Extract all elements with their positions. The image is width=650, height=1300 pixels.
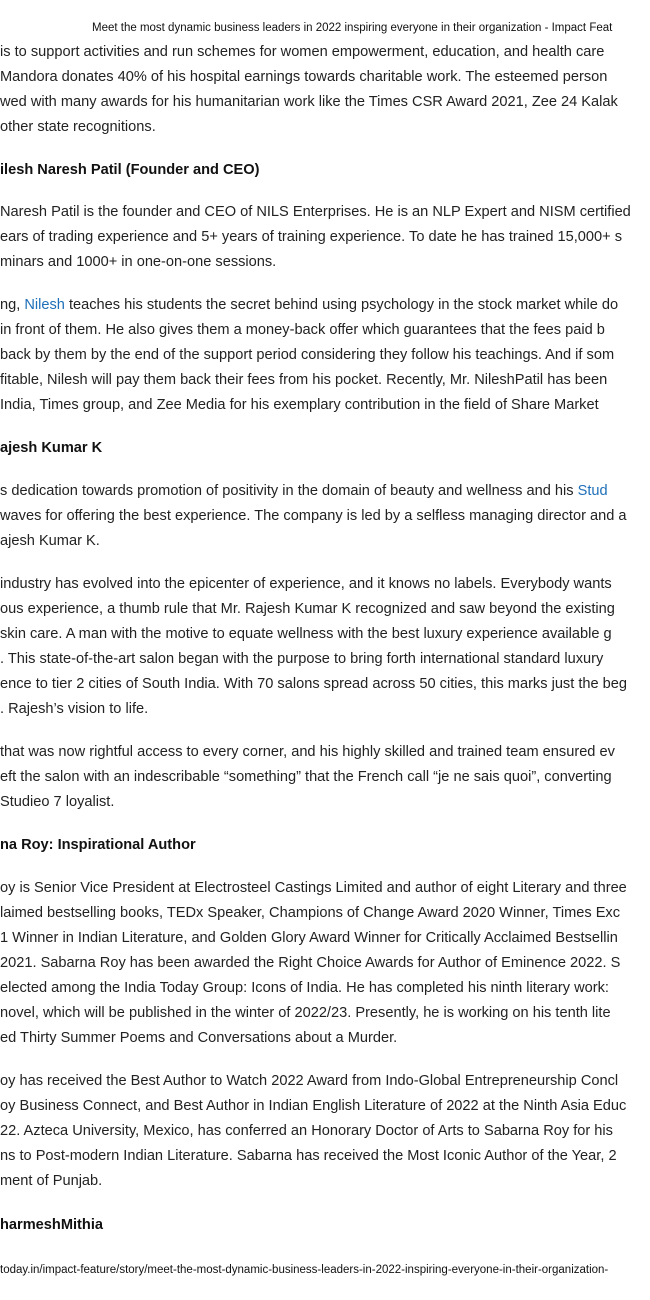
article-line: elected among the India Today Group: Icons of India. He has completed his ninth literary work:	[0, 980, 609, 996]
section-heading-nilesh: ilesh Naresh Patil (Founder and CEO)	[0, 162, 260, 178]
article-line: ns to Post-modern Indian Literature. Sabarna has received the Most Iconic Author of the Year, 2	[0, 1148, 617, 1164]
article-line: wed with many awards for his humanitarian work like the Times CSR Award 2021, Zee 24 Kalak	[0, 94, 618, 110]
article-line: eft the salon with an indescribable “something” that the French call “je ne sais quoi”, converting	[0, 769, 612, 785]
article-line: oy is Senior Vice President at Electrosteel Castings Limited and author of eight Literary and three	[0, 880, 627, 896]
nilesh-link[interactable]: Nilesh	[24, 297, 65, 313]
article-line: industry has evolved into the epicenter of experience, and it knows no labels. Everybody wants	[0, 576, 612, 592]
article-line	[0, 295, 618, 315]
article-text: ng,	[0, 297, 25, 313]
article-line: fitable, Nilesh will pay them back their fees from his pocket. Recently, Mr. NileshPatil has been	[0, 372, 608, 388]
article-line: waves for offering the best experience. The company is led by a selfless managing director and a	[0, 508, 627, 524]
article-line: India, Times group, and Zee Media for his exemplary contribution in the field of Share Market	[0, 397, 599, 413]
page-header-title: Meet the most dynamic business leaders in 2022 inspiring everyone in their organization - Impact Feat	[92, 22, 613, 34]
article-line: Mandora donates 40% of his hospital earnings towards charitable work. The esteemed person	[0, 69, 608, 85]
article-line: in front of them. He also gives them a money-back offer which guarantees that the fees paid b	[0, 322, 605, 338]
section-heading-rajesh: ajesh Kumar K	[0, 440, 103, 456]
article-line: laimed bestselling books, TEDx Speaker, Champions of Change Award 2020 Winner, Times Exc	[0, 905, 621, 921]
article-line: other state recognitions.	[0, 119, 156, 135]
article-line: 1 Winner in Indian Literature, and Golden Glory Award Winner for Critically Acclaimed Bestsellin	[0, 930, 618, 946]
article-line: skin care. A man with the motive to equate wellness with the best luxury experience available g	[0, 626, 612, 642]
article-line: ence to tier 2 cities of South India. With 70 salons spread across 50 cities, this marks just the beg	[0, 676, 628, 692]
article-line: 2021. Sabarna Roy has been awarded the Right Choice Awards for Author of Eminence 2022. S	[0, 955, 621, 971]
article-line	[0, 481, 608, 501]
article-body	[0, 38, 650, 1248]
studieo-link[interactable]: Stud	[577, 483, 608, 499]
article-line: . This state-of-the-art salon began with the purpose to bring forth international standard luxury	[0, 651, 604, 667]
article-text: s dedication towards promotion of positivity in the domain of beauty and wellness and his	[0, 483, 578, 499]
article-line: is to support activities and run schemes for women empowerment, education, and health care	[0, 44, 605, 60]
article-line: ears of trading experience and 5+ years of training experience. To date he has trained 15,000+ s	[0, 229, 623, 245]
article-line: ed Thirty Summer Poems and Conversations about a Murder.	[0, 1030, 398, 1046]
article-line: novel, which will be published in the winter of 2022/23. Presently, he is working on his tenth lite	[0, 1005, 611, 1021]
article-line: back by them by the end of the support period considering they follow his teachings. And if som	[0, 347, 615, 363]
section-heading-dharmesh: harmeshMithia	[0, 1217, 103, 1233]
page-footer-url: today.in/impact-feature/story/meet-the-most-dynamic-business-leaders-in-2022-inspiring-everyone-in-their-organization-	[0, 1264, 609, 1276]
article-line: . Rajesh’s vision to life.	[0, 701, 149, 717]
article-line: Naresh Patil is the founder and CEO of NILS Enterprises. He is an NLP Expert and NISM certified	[0, 204, 631, 220]
article-line: Studieo 7 loyalist.	[0, 794, 115, 810]
article-line: minars and 1000+ in one-on-one sessions.	[0, 254, 277, 270]
article-line: that was now rightful access to every corner, and his highly skilled and trained team ensured ev	[0, 744, 615, 760]
section-heading-sabarna: na Roy: Inspirational Author	[0, 837, 196, 853]
article-line: oy Business Connect, and Best Author in Indian English Literature of 2022 at the Ninth Asia Educ	[0, 1098, 627, 1114]
article-line: ment of Punjab.	[0, 1173, 103, 1189]
article-line: oy has received the Best Author to Watch 2022 Award from Indo-Global Entrepreneurship Concl	[0, 1073, 619, 1089]
article-line: ous experience, a thumb rule that Mr. Rajesh Kumar K recognized and saw beyond the existing	[0, 601, 615, 617]
article-line: 22. Azteca University, Mexico, has conferred an Honorary Doctor of Arts to Sabarna Roy for his	[0, 1123, 613, 1139]
article-text: teaches his students the secret behind using psychology in the stock market while do	[64, 297, 619, 313]
article-line: ajesh Kumar K.	[0, 533, 100, 549]
